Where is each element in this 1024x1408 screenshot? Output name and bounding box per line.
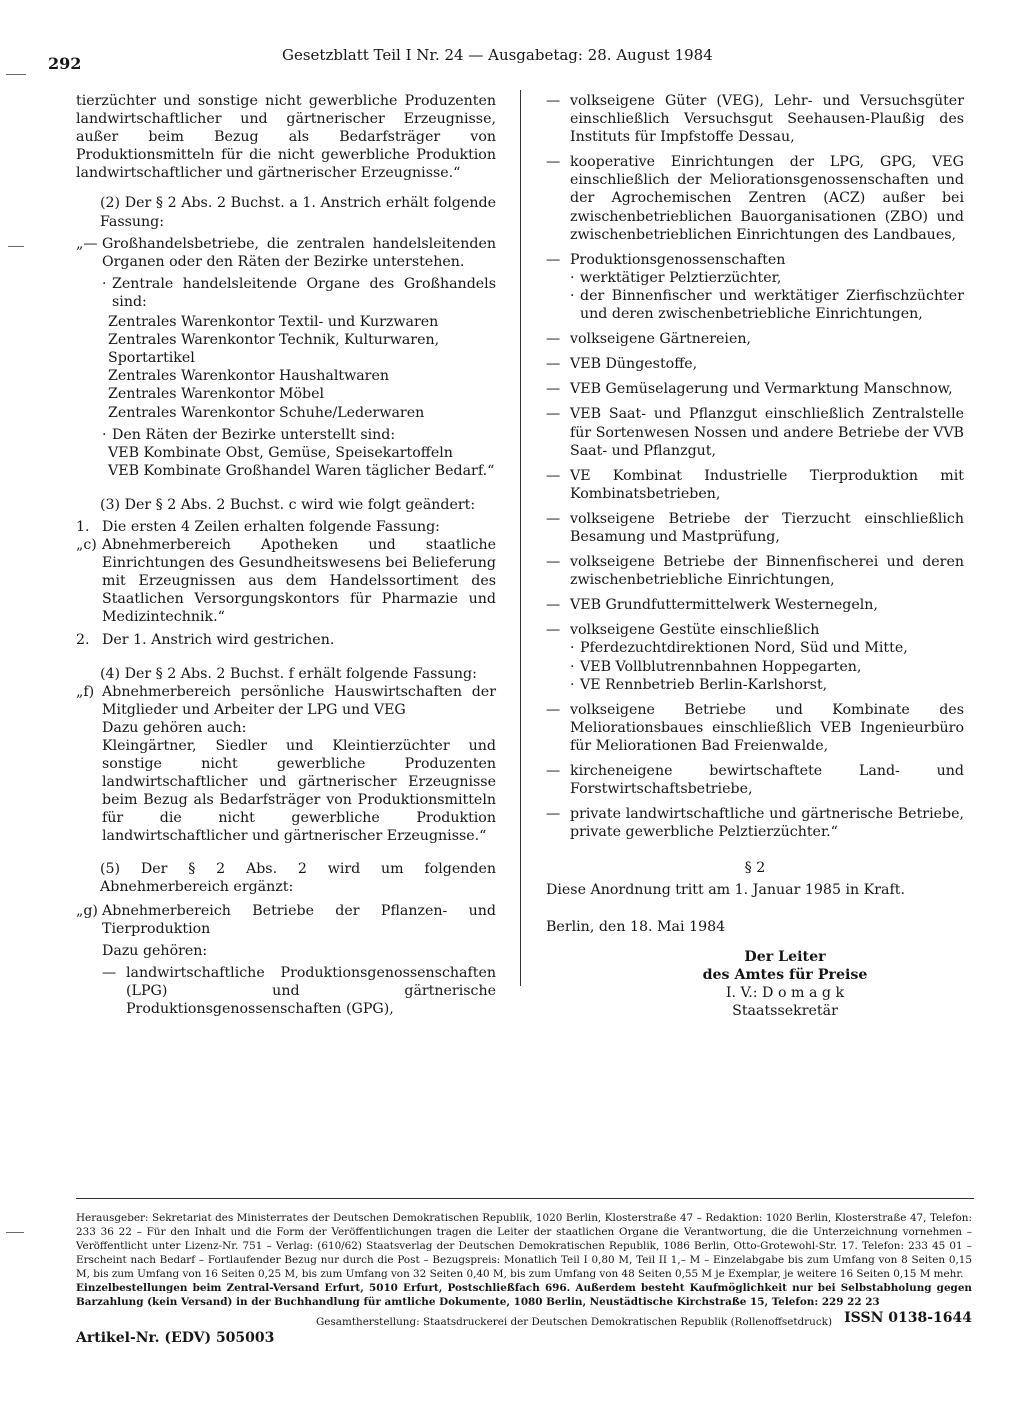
signature-office: des Amtes für Preise [702,966,868,983]
item-text: Der 1. Anstrich wird gestrichen. [102,631,335,648]
paragraph-continuation: tierzüchter und sonstige nicht gewerbliche Produzenten landwirtschaftlicher und gärtnerischer Erzeugnisse, außer beim Bezug als Bedarfsträger von Produktionsmitteln für die nicht gewerbliche Produktion landwirtschaftlicher und gärtnerischer Erzeugnisse.“ [76,93,496,182]
item-label: 2. [76,631,90,648]
item-text: Abnehmerbereich Betriebe der Pflanzen- und Tierproduktion [102,902,496,937]
signature-role: Staatssekretär [732,1002,838,1019]
dash-text: volkseigene Gärtnereien, [570,331,751,348]
dash-mark: — [546,597,561,614]
list-item: Zentrales Warenkontor Möbel [108,386,325,403]
dash-mark: — [546,251,561,268]
item-text: Die ersten 4 Zeilen erhalten folgende Fassung: [102,518,440,535]
right-column [546,92,964,1020]
dash-text: VEB Düngestoffe, [570,356,698,373]
dash-mark: — [546,806,561,823]
paragraph-4-text: Kleingärtner, Siedler und Kleintierzüchter und sonstige nicht gewerbliche Produzenten landwirtschaftlicher und gärtnerischer Erzeugnisse beim Bezug als Bedarfsträger von Produktionsmitteln für die nicht gewerbliche Produktion landwirtschaftlicher und gärtnerischer Erzeugnisse.“ [102,738,496,845]
signature-title: Der Leiter [744,948,826,965]
place-date: Berlin, den 18. Mai 1984 [546,918,726,935]
bullet-item: · Zentrale handelsleitende Organe des Großhandels sind: [102,275,496,311]
dash-mark: — [546,381,561,398]
col-divider [520,90,521,986]
dash-text: Produktionsgenossenschaften [570,251,786,268]
dash-mark: — [546,701,561,718]
dash-item [546,330,964,348]
dash-text: Großhandelsbetriebe, die zentralen handelsleitenden Organen oder den Räten der Bezirke unterstehen. [102,235,496,270]
dash-mark: — [546,467,561,484]
dash-mark: — [546,93,561,109]
running-head: Gesetzblatt Teil I Nr. 24 — Ausgabetag: 28. August 1984 [282,46,713,64]
bullet-item: · VEB Vollblutrennbahnen Hoppegarten, [570,658,964,676]
page-number: 292 [48,54,82,73]
dash-item [546,355,964,373]
dash-text: VEB Gemüselagerung und Vermarktung Manschnow, [570,381,953,398]
dash-mark: — [546,622,561,639]
dash-item [546,251,964,269]
paragraph-3-intro: (3) Der § 2 Abs. 2 Buchst. c wird wie folgt geändert: [100,496,476,513]
dash-item [546,701,964,755]
list-item: VEB Kombinate Großhandel Waren täglicher Bedarf.“ [108,462,495,479]
dash-item [546,596,964,614]
section-text: Diese Anordnung tritt am 1. Januar 1985 in Kraft. [546,882,905,899]
dash-mark: — [546,510,561,527]
dash-mark: — [546,331,561,348]
dash-text: volkseigene Gestüte einschließlich [570,622,820,639]
dash-mark: — [546,763,561,779]
item-text: Abnehmerbereich persönliche Hauswirtschaften der Mitglieder und Arbeiter der LPG und VEG [102,683,496,718]
paragraph-5-intro: (5) Der § 2 Abs. 2 wird um folgenden Abnehmerbereich ergänzt: [100,860,496,895]
dash-item [102,964,496,1018]
dazu-label: Dazu gehören: [102,942,208,959]
bullet-item: · werktätiger Pelztierzüchter, [570,269,964,287]
list-item: Zentrales Warenkontor Technik, Kulturwaren, Sportartikel [108,332,440,367]
scan-mark [6,1232,24,1233]
issn: ISSN 0138-1644 [844,1310,972,1326]
dash-text: VE Kombinat Industrielle Tierproduktion mit Kombinatsbetrieben, [570,467,964,502]
dash-text: landwirtschaftliche Produktionsgenossenschaften (LPG) und gärtnerische Produktionsgenossenschaften (GPG), [126,965,496,1018]
lettered-item [76,683,496,719]
lettered-item [76,536,496,626]
footer-text: Herausgeber: Sekretariat des Ministerrates der Deutschen Demokratischen Republik, 1020 Berlin, Klosterstraße 47 – Redaktion: 1020 Berlin, Klosterstraße 47, Telefon: 233 36 22 – Für den Inhalt und die Form der Veröffentlichungen tragen die Leiter der staatlichen Organe die Verantwortung, die die Unterzeichnung vornehmen – Veröffentlicht unter Lizenz-Nr. 751 – Verlag: (610/62) Staatsverlag der Deutschen Demokratischen Republik, 1086 Berlin, Otto-Grotewohl-Str. 17. Telefon: 233 45 01 – Erscheint nach Bedarf – Fortlaufender Bezug nur durch die Post – Bezugspreis: Monatlich Teil I 0,80 M, Teil II 1,– M – Einzelabgabe bis zum Umfang von 8 Seiten 0,15 M, bis zum Umfang von 16 Seiten 0,25 M, bis zum Umfang von 32 Seiten 0,40 M, bis zum Umfang von 48 Seiten 0,55 M je Exemplar, je weitere 16 Seiten 0,15 M mehr. [76,1212,972,1280]
dash-mark: — [546,406,561,423]
footer-imprint [76,1211,972,1309]
paragraph-4-intro: (4) Der § 2 Abs. 2 Buchst. f erhält folgende Fassung: [100,665,477,682]
paragraph-2-intro: (2) Der § 2 Abs. 2 Buchst. a 1. Anstrich erhält folgende Fassung: [100,195,496,230]
numbered-item [76,518,496,536]
dash-item [546,762,964,798]
dash-mark: — [102,965,117,982]
dash-item [546,153,964,243]
signature-name: I. V.: D o m a g k [725,984,845,1001]
dash-item [546,380,964,398]
footer-rule [76,1198,974,1199]
list-item: Zentrales Warenkontor Textil- und Kurzwaren [108,314,439,331]
dash-mark: — [546,554,561,571]
list-item: Zentrales Warenkontor Haushaltwaren [108,368,389,385]
item-label: „g) [76,902,98,919]
dash-text: volkseigene Betriebe der Binnenfischerei und deren zwischenbetriebliche Einrichtungen, [570,554,964,589]
dash-mark: — [546,356,561,373]
dash-item [546,553,964,589]
dash-label: „— [76,235,98,252]
dash-text: kooperative Einrichtungen der LPG, GPG, VEG einschließlich der Meliorationsgenossenschaften und der Agrochemischen Zentren (ACZ) außer bei zwischenbetrieblichen Bauorganisationen (ZBO) und zwischenbetrieblichen Einrichtungen des Landbaues, [570,154,964,243]
bullet-item: · Pferdezuchtdirektionen Nord, Süd und Mitte, [570,639,964,657]
item-label: „f) [76,683,95,700]
scan-mark [6,74,26,75]
dash-item [546,510,964,546]
item-text: Abnehmerbereich Apotheken und staatliche Einrichtungen des Gesundheitswesens bei Belieferung mit Erzeugnissen aus dem Handelssortiment des Staatlichen Versorgungskontors für Pharmazie und Medizintechnik.“ [102,537,496,626]
dash-text: volkseigene Güter (VEG), Lehr- und Versuchsgüter einschließlich Versuchsgut Seehausen-Plaußig des Instituts für Impfstoffe Dessau, [570,93,964,146]
dash-item [546,805,964,841]
dash-text: volkseigene Betriebe und Kombinate des Meliorationsbaues einschließlich VEB Ingenieurbüro für Meliorationen Bad Freienwalde, [570,701,964,754]
dazu-label: Dazu gehören auch: [102,719,247,736]
item-label: „c) [76,537,97,554]
bullet-item: · VE Rennbetrieb Berlin-Karlshorst, [570,676,964,694]
article-number: Artikel-Nr. (EDV) 505003 [76,1330,275,1346]
bullet-item: · der Binnenfischer und werktätiger Zierfischzüchter und deren zwischenbetriebliche Einrichtungen, [570,287,964,323]
footer-order-info: Einzelbestellungen beim Zentral-Versand Erfurt, 5010 Erfurt, Postschließfach 696. Außerdem besteht Kaufmöglichkeit nur bei Selbstabholung gegen Barzahlung (kein Versand) in der Buchhandlung für amtliche Dokumente, 1080 Berlin, Neustädtische Kirchstraße 15, Telefon: 229 22 23 [76,1282,972,1308]
list-item: Zentrales Warenkontor Schuhe/Lederwaren [108,404,425,421]
dash-item [546,467,964,503]
dash-text: kircheneigene bewirtschaftete Land- und Forstwirtschaftsbetriebe, [570,763,964,798]
item-label: 1. [76,518,90,535]
dash-item [546,405,964,459]
paragraph-2-dash [76,235,496,271]
dash-text: VEB Grundfuttermittelwerk Westernegeln, [570,597,878,614]
dash-item [546,92,964,146]
printer-info: Gesamtherstellung: Staatsdruckerei der Deutschen Demokratischen Republik (Rollenoffsetdruck) [316,1316,833,1328]
section-heading: § 2 [744,860,766,877]
dash-text: VEB Saat- und Pflanzgut einschließlich Zentralstelle für Sortenwesen Nossen und andere Betriebe der VVB Saat- und Pflanzgut, [570,406,964,459]
lettered-item [76,902,496,938]
dash-text: volkseigene Betriebe der Tierzucht einschließlich Besamung und Mastprüfung, [570,510,964,545]
dash-item [546,621,964,639]
list-item: VEB Kombinate Obst, Gemüse, Speisekartoffeln [108,444,453,461]
dash-text: private landwirtschaftliche und gärtnerische Betriebe, private gewerbliche Pelztierzüchter.“ [570,806,964,841]
dash-mark: — [546,154,561,171]
left-column [76,92,496,1025]
bullet-item: · Den Räten der Bezirke unterstellt sind: [102,426,496,444]
numbered-item [76,631,496,649]
scan-mark [8,246,24,247]
